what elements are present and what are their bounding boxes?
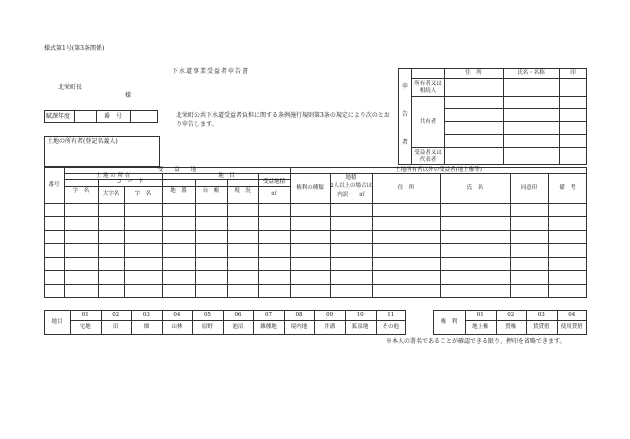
chimoku-name: 山林 bbox=[171, 324, 183, 331]
addressee: 北栄町長 bbox=[58, 84, 83, 91]
col-aza: 字 名 bbox=[134, 191, 152, 198]
chimoku-name: その他 bbox=[382, 324, 399, 331]
chimoku-code: 08 bbox=[295, 311, 303, 318]
fiscal-year-label: 賦課年度 bbox=[46, 113, 71, 120]
col-uchiwake: 内訳 ㎡ bbox=[337, 192, 365, 199]
declaration-text: 北栄町公共下水道受益者負担に関する条例施行規則第3条の規定により次のとおり申告します。 bbox=[176, 112, 390, 128]
chimoku-label: 地目 bbox=[51, 319, 63, 326]
col-daicho: 台 帳 bbox=[202, 187, 220, 194]
number-label: 番 号 bbox=[104, 113, 123, 120]
kenri-name: 地上権 bbox=[471, 324, 489, 331]
col-chiseki-note: 2人以上の場合は bbox=[330, 183, 372, 190]
col-seal: 印 bbox=[570, 69, 576, 76]
kenri-name: 質権 bbox=[505, 324, 517, 331]
applicant-side-2: 告 bbox=[402, 111, 409, 118]
kenri-code: 02 bbox=[507, 311, 515, 318]
chimoku-name: 雑種地 bbox=[260, 324, 277, 331]
chimoku-name: 鉱泉地 bbox=[351, 324, 369, 331]
applicant-side-1: 申 bbox=[402, 83, 409, 90]
col-juekichi: 受 益 地 bbox=[157, 166, 197, 173]
col-address: 住 所 bbox=[465, 69, 482, 76]
col-chiseki: 地積 bbox=[345, 175, 357, 182]
form-number: 様式第1号(第3条関係) bbox=[44, 45, 105, 52]
col-oaza: 大字名 bbox=[102, 191, 120, 198]
col-aza-name: 字 名 bbox=[72, 187, 90, 194]
chimoku-name: 田 bbox=[112, 324, 119, 331]
col-name2: 氏 名 bbox=[466, 184, 484, 191]
kenri-name: 賃貸借 bbox=[532, 324, 550, 331]
kenri-name: 使用貸借 bbox=[560, 324, 583, 331]
col-shozai: 土 地 の 所 在 bbox=[95, 172, 131, 179]
chimoku-code: 03 bbox=[142, 311, 150, 318]
chimoku-code: 01 bbox=[81, 311, 89, 318]
chimoku-code: 06 bbox=[234, 311, 242, 318]
chimoku-code: 10 bbox=[356, 311, 364, 318]
kenri-code: 01 bbox=[476, 311, 484, 318]
kenri-code: 04 bbox=[568, 311, 576, 318]
col-remarks: 備 考 bbox=[559, 184, 576, 191]
col-genkyo: 現 況 bbox=[234, 187, 251, 194]
chimoku-name: 池沼 bbox=[232, 324, 244, 331]
chimoku-code: 05 bbox=[203, 311, 211, 318]
col-kenri: 権利の種類 bbox=[296, 184, 324, 191]
kenri-code: 03 bbox=[537, 311, 545, 318]
col-address2: 住 所 bbox=[397, 184, 415, 191]
chimoku-code: 04 bbox=[173, 311, 181, 318]
chimoku-name: 畑 bbox=[143, 324, 150, 331]
applicant-side-3: 者 bbox=[402, 139, 409, 146]
row-coowner: 共有者 bbox=[419, 118, 437, 125]
col-chiban: 地 番 bbox=[170, 187, 187, 194]
chimoku-name: 井溝 bbox=[324, 324, 336, 331]
chimoku-code: 09 bbox=[326, 311, 334, 318]
honorific: 様 bbox=[125, 92, 132, 99]
footnote: ※本人の署名であることが確認できる限り、押印を省略できます。 bbox=[386, 338, 566, 345]
row-beneficiary: 受益者又は代表者 bbox=[414, 150, 442, 163]
row-owner: 所有者又は相続人 bbox=[414, 81, 442, 94]
col-code: コ ー ド bbox=[116, 179, 144, 186]
col-consent: 同意印 bbox=[520, 184, 538, 191]
col-no: 番号 bbox=[48, 181, 60, 188]
chimoku-code: 07 bbox=[265, 311, 273, 318]
chimoku-name: 宅地 bbox=[79, 324, 91, 331]
chimoku-code: 02 bbox=[112, 311, 120, 318]
chimoku-code: 11 bbox=[387, 311, 395, 318]
chimoku-name: 境内地 bbox=[290, 324, 308, 331]
form-title: 下水道事業受益者申告書 bbox=[172, 68, 250, 75]
col-name: 氏名・名称 bbox=[517, 69, 545, 76]
col-chimoku: 地 目 bbox=[218, 172, 235, 179]
kenri-label: 権 利 bbox=[440, 319, 458, 326]
col-area-unit: ㎡ bbox=[271, 190, 277, 197]
col-other: 土地所有者以外の受益者(地上権等) bbox=[395, 166, 482, 173]
owner-label: 土地の所有者(登記名義人) bbox=[47, 138, 118, 145]
chimoku-name: 原野 bbox=[201, 324, 213, 331]
col-area: 受益地積 bbox=[262, 178, 285, 185]
